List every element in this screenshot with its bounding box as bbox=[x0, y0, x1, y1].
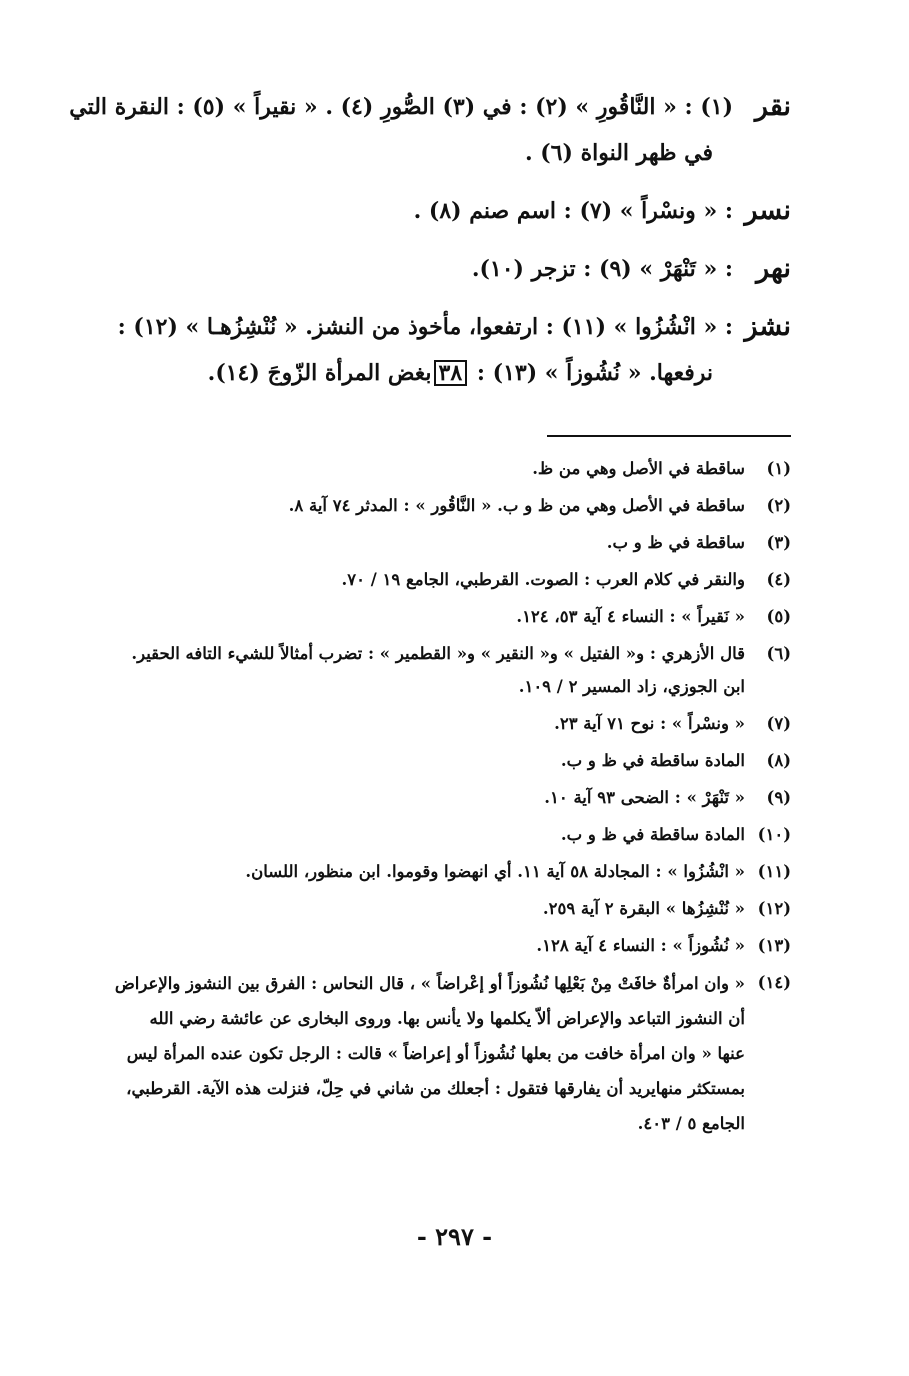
footnote bbox=[108, 818, 791, 851]
entry-line-text: نرفعها. « نُشُوزاً » (١٣) : bbox=[476, 360, 713, 386]
footnote-number: (٧) bbox=[766, 714, 791, 733]
footnote-text: « تَنْهَرْ » : الضحى ٩٣ آية ١٠. bbox=[544, 788, 745, 807]
footnote bbox=[108, 929, 791, 962]
footnote-number: (٤) bbox=[766, 570, 791, 589]
footnote bbox=[108, 489, 791, 522]
entry-nhr bbox=[110, 246, 791, 292]
entry-body bbox=[110, 304, 733, 396]
footnote bbox=[108, 744, 791, 777]
footnote-text: أن النشوز التباعد والإعراض ألاّ يكلمها ولا يأنس بها. وروى البخارى عن عائشة رضي الله bbox=[149, 1009, 745, 1028]
footnote-number: (١٠) bbox=[757, 825, 791, 844]
entry-line: : « انْشُزُوا » (١١) : ارتفعوا، مأخوذ من النشز. « نُنْشِزُهـا » (١٢) : bbox=[117, 314, 733, 340]
footnote-text: بمستكثر منهايريد أن يفارقها فتقول : أجعلك من شاني في حِلّ، فنزلت هذه الآية. القرطبي، bbox=[126, 1079, 745, 1098]
entry-line bbox=[110, 350, 733, 396]
entry-line: في ظهر النواة (٦) . bbox=[524, 140, 713, 166]
footnote-text: « انْشُزُوا » : المجادلة ٥٨ آية ١١. أي انهضوا وقوموا. ابن منظور، اللسان. bbox=[245, 862, 745, 881]
footnote-number: (٥) bbox=[766, 607, 791, 626]
entry-nshz bbox=[110, 304, 791, 396]
footnote bbox=[108, 526, 791, 559]
entry-nqr bbox=[69, 84, 791, 176]
footnote-text: « نُشُوزاً » : النساء ٤ آية ١٢٨. bbox=[536, 936, 745, 955]
footnote-text: « نُنْشِزُها » البقرة ٢ آية ٢٥٩. bbox=[542, 899, 745, 918]
footnotes bbox=[108, 452, 791, 1145]
footnote-number: (٢) bbox=[766, 496, 791, 515]
footnote-text: قال الأزهري : و« الفتيل » و« النقير » و« القطمير » : تضرب أمثالاً للشيء التافه الحقير. bbox=[131, 644, 745, 663]
footnote bbox=[108, 600, 791, 633]
footnote-number: (٦) bbox=[766, 644, 791, 663]
footnote-number: (٨) bbox=[766, 751, 791, 770]
footnote bbox=[108, 781, 791, 814]
footnote-number: (١١) bbox=[757, 862, 791, 881]
footnote-number: (١٣) bbox=[757, 936, 791, 955]
glossary-entries bbox=[69, 84, 791, 408]
footnote-text: والنقر في كلام العرب : الصوت. القرطبي، الجامع ١٩ / ٧٠. bbox=[341, 570, 745, 589]
footnote-text: عنها « وان امرأة خافت من بعلها نُشُوزاً أو إعراضاً » قالت : الرجل تكون عنده المرأة ليس bbox=[126, 1044, 745, 1063]
page-reference-box: ٣٨ bbox=[434, 360, 468, 386]
footnote-text: « وان امرأةٌ خافَتْ مِنْ بَعْلِها نُشُوزاً أو إعْراضاً » ، قال النحاس : الفرق بين النشوز والإعراض bbox=[114, 974, 745, 993]
entry-line: (١) : « النَّاقُورِ » (٢) : في (٣) الصُّورِ (٤) . « نقيراً » (٥) : النقرة التي bbox=[69, 94, 733, 120]
footnote bbox=[108, 892, 791, 925]
footnote-text: ساقطة في الأصل وهي من ظ و ب. « النَّاقُور » : المدثر ٧٤ آية ٨. bbox=[288, 496, 745, 515]
entry-body bbox=[110, 188, 733, 234]
entry-body bbox=[110, 246, 733, 292]
footnote-number: (٩) bbox=[766, 788, 791, 807]
page-number: - ٢٩٧ - bbox=[416, 1222, 493, 1251]
footnote-text: المادة ساقطة في ظ و ب. bbox=[560, 751, 745, 770]
footnote-number: (١٢) bbox=[757, 899, 791, 918]
footnote bbox=[108, 637, 791, 703]
footnote-text: ابن الجوزي، زاد المسير ٢ / ١٠٩. bbox=[518, 677, 745, 696]
footnote-text: ساقطة في الأصل وهي من ظ. bbox=[532, 459, 745, 478]
footnote bbox=[108, 707, 791, 740]
footnote bbox=[108, 966, 791, 1141]
footnote-text: « ونسْراً » : نوح ٧١ آية ٢٣. bbox=[554, 714, 745, 733]
entry-body bbox=[69, 84, 733, 176]
footnote-text: ساقطة في ظ و ب. bbox=[606, 533, 745, 552]
footnote-number: (١) bbox=[766, 459, 791, 478]
entry-nsr bbox=[110, 188, 791, 234]
footnote bbox=[108, 563, 791, 596]
footnote bbox=[108, 452, 791, 485]
entry-line: : « تَنْهَرْ » (٩) : تزجر (١٠). bbox=[471, 256, 733, 282]
entry-root: نشز bbox=[744, 311, 791, 342]
entry-line: : « ونسْراً » (٧) : اسم صنم (٨) . bbox=[413, 198, 733, 224]
footnote-text: الجامع ٥ / ٤٠٣. bbox=[637, 1114, 745, 1133]
footnote-text: « نَقيراً » : النساء ٤ آية ٥٣، ١٢٤. bbox=[516, 607, 745, 626]
entry-root: نهر bbox=[756, 253, 791, 284]
footnote-number: (١٤) bbox=[757, 973, 791, 992]
footnote bbox=[108, 855, 791, 888]
footnote-text: المادة ساقطة في ظ و ب. bbox=[560, 825, 745, 844]
footnote-number: (٣) bbox=[766, 533, 791, 552]
entry-root: نسر bbox=[744, 195, 791, 226]
entry-root: نقر bbox=[754, 91, 791, 122]
entry-line-text: بغض المرأة الزّوجَ (١٤). bbox=[207, 360, 432, 386]
footnote-separator bbox=[547, 435, 791, 437]
